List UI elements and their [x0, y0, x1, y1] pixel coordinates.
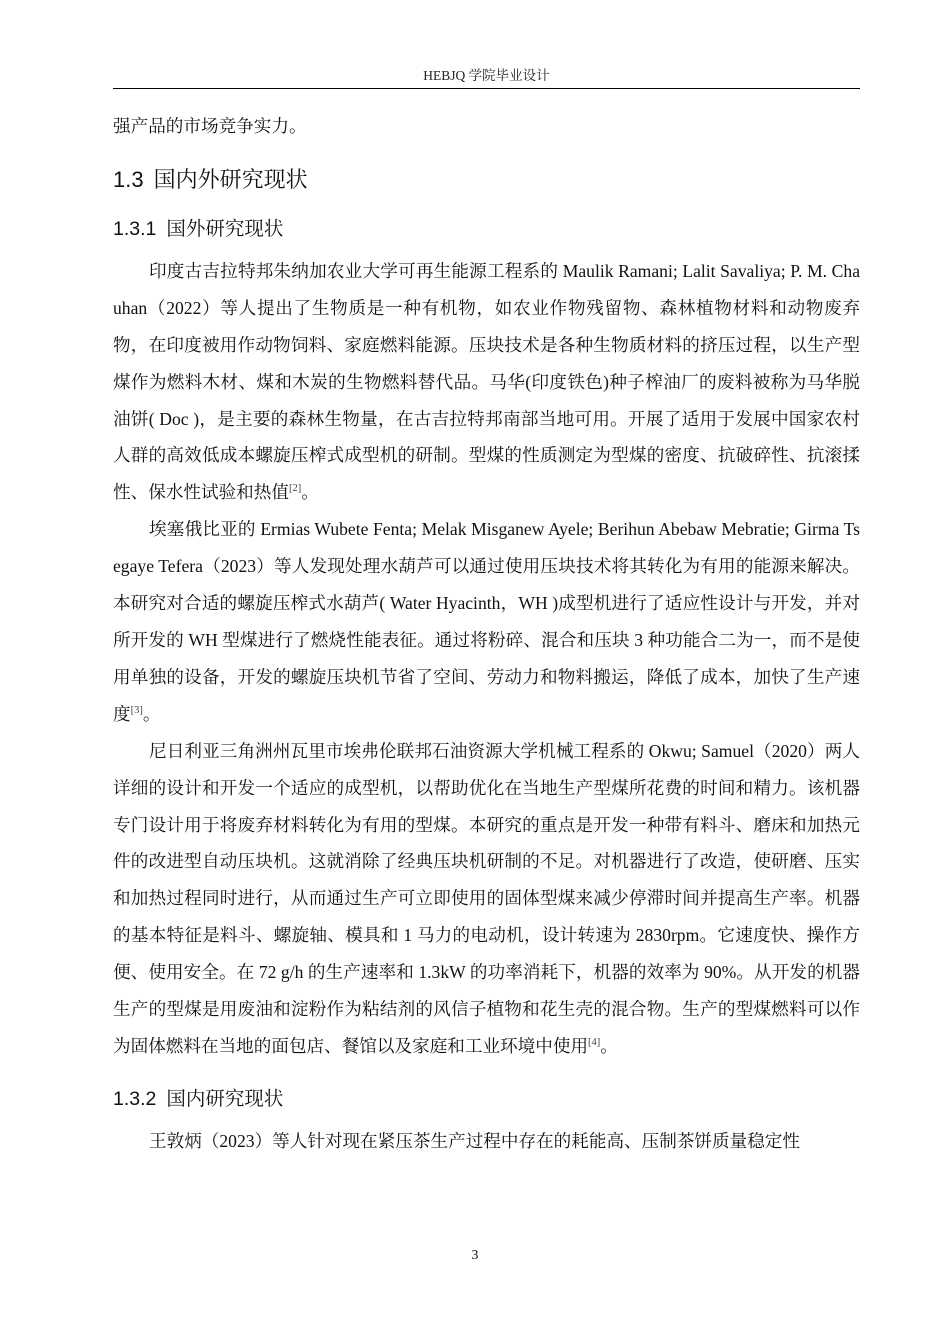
- paragraph-india: [113, 253, 860, 511]
- subsection-number: 1.3.2: [113, 1087, 157, 1110]
- paragraph-end: 。: [142, 703, 161, 724]
- running-header: HEBJQ 学院毕业设计: [113, 64, 860, 89]
- subsection-title: 国内研究现状: [166, 1087, 284, 1110]
- subsection-number: 1.3.1: [113, 217, 157, 240]
- paragraph-domestic-start: 王敦炳（2023）等人针对现在紧压茶生产过程中存在的耗能高、压制茶饼质量稳定性: [149, 1130, 800, 1151]
- page-content: [113, 108, 860, 1160]
- paragraph-nigeria: [113, 733, 860, 1065]
- section-heading: [113, 165, 860, 195]
- citation-ref: [4]: [588, 1037, 601, 1049]
- intro-tail-paragraph: 强产品的市场竞争实力。: [113, 116, 307, 136]
- page-number: 3: [471, 1247, 479, 1262]
- paragraph-end: 。: [301, 482, 319, 503]
- paragraph-text: 埃塞俄比亚的 Ermias Wubete Fenta; Melak Misganew Ayele; Berihun Abebaw Mebratie; Girma Tsegaye Tefera（2023）等人发现处理水葫芦可以通过使用压块技术将其转化为有用的能源来解决。本研究对合适的螺旋压榨式水葫芦( Water Hyacinth，WH )成型机进行了适应性设计与开发，并对所开发的 WH 型煤进行了燃烧性能表征。通过将粉碎、混合和压块 3 种功能合二为一，而不是使用单独的设备，开发的螺旋压块机节省了空间、劳动力和物料搬运，降低了成本，加快了生产速度: [113, 519, 860, 724]
- citation-ref: [2]: [288, 483, 302, 495]
- subsection-title: 国外研究现状: [166, 217, 284, 240]
- paragraph-end: 。: [600, 1035, 618, 1056]
- subsection-heading-foreign: [113, 215, 860, 243]
- citation-ref: [3]: [130, 704, 143, 716]
- section-number: 1.3: [113, 166, 144, 192]
- paragraph-ethiopia: [113, 511, 860, 732]
- paragraph-text: 尼日利亚三角洲州瓦里市埃弗伦联邦石油资源大学机械工程系的 Okwu; Samuel（2020）两人详细的设计和开发一个适应的成型机，以帮助优化在当地生产型煤所花费的时间和精力。该机器专门设计用于将废弃材料转化为有用的型煤。本研究的重点是开发一种带有料斗、磨床和加热元件的改进型自动压块机。这就消除了经典压块机研制的不足。对机器进行了改造，使研磨、压实和加热过程同时进行，从而通过生产可立即使用的固体型煤来减少停滞时间并提高生产率。机器的基本特征是料斗、螺旋轴、模具和 1 马力的电动机，设计转速为 2830rpm。它速度快、操作方便、使用安全。在 72 g/h 的生产速率和 1.3kW 的功率消耗下，机器的效率为 90%。从开发的机器生产的型煤是用废油和淀粉作为粘结剂的风信子植物和花生壳的混合物。生产的型煤燃料可以作为固体燃料在当地的面包店、餐馆以及家庭和工业环境中使用: [113, 740, 860, 1056]
- paragraph-text: 印度古吉拉特邦朱纳加农业大学可再生能源工程系的 Maulik Ramani; Lalit Savaliya; P. M. Chauhan（2022）等人提出了生物质是一种有机物，如农业作物残留物、森林植物材料和动物废弃物，在印度被用作动物饲料、家庭燃料能源。压块技术是各种生物质材料的挤压过程，以生产型煤作为燃料木材、煤和木炭的生物燃料替代品。马华(印度铁色)种子榨油厂的废料被称为马华脱油饼( Doc )，是主要的森林生物量，在古吉拉特邦南部当地可用。开展了适用于发展中国家农村人群的高效低成本螺旋压榨式成型机的研制。型煤的性质测定为型煤的密度、抗破碎性、抗滚揉性、保水性试验和热值: [113, 260, 860, 503]
- subsection-heading-domestic: [113, 1085, 860, 1113]
- section-title: 国内外研究现状: [153, 166, 308, 192]
